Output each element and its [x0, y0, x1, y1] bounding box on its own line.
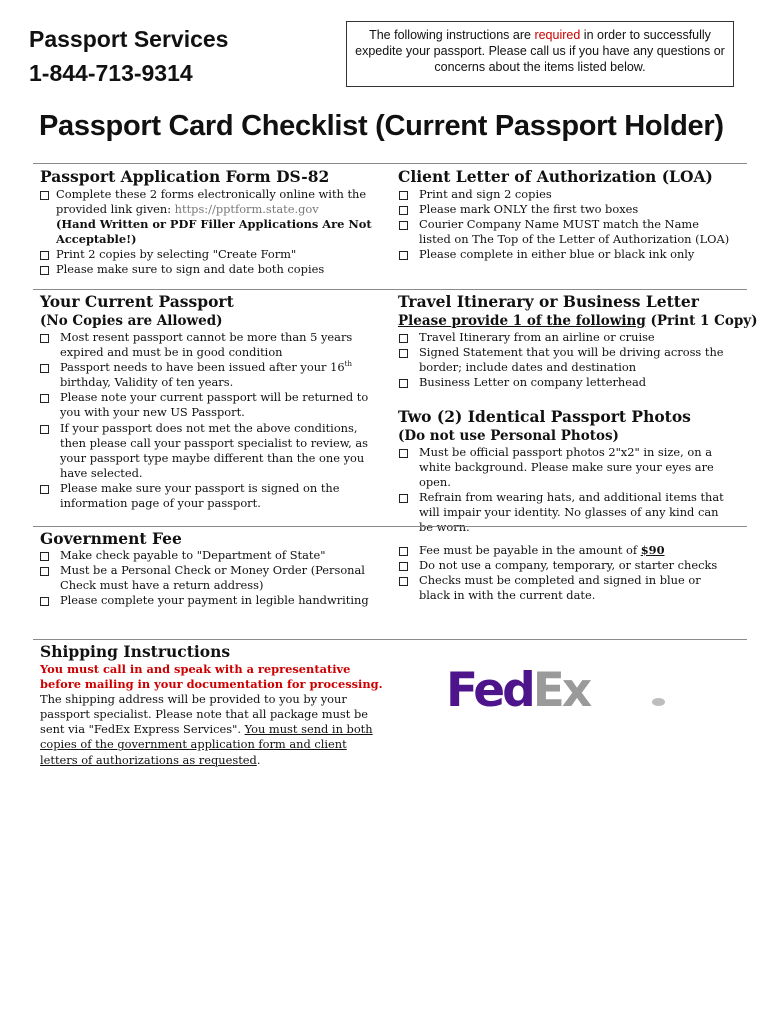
gov-fee-item: Make check payable to "Department of State" [38, 548, 383, 563]
photos-item: Must be official passport photos 2"x2" in size, on a white background. Please make sure your eyes are open. [397, 445, 732, 490]
checkbox-icon [399, 379, 408, 388]
checkbox-icon [40, 394, 49, 403]
notice-text-end: in order to successfully expedite your passport. Please call us if you have any questions or concerns about the items listed below. [355, 28, 725, 74]
gov-fee-item: Do not use a company, temporary, or starter checks [397, 558, 732, 573]
ds82-note: (Hand Written or PDF Filler Applications Are Not Acceptable!) [56, 217, 372, 247]
loa-list [397, 187, 732, 262]
ds82-heading: Passport Application Form DS-82 [40, 167, 330, 186]
current-passport-heading: Your Current Passport [40, 292, 234, 311]
checkbox-icon [399, 221, 408, 230]
checkbox-icon [399, 251, 408, 260]
fee-amount: $90 [640, 543, 665, 557]
registered-mark-icon [652, 698, 665, 706]
itinerary-list [397, 330, 732, 390]
section-divider [33, 163, 747, 164]
page-title: Passport Card Checklist (Current Passport Holder) [39, 110, 724, 142]
company-name: Passport Services [29, 26, 229, 52]
itinerary-item: Travel Itinerary from an airline or cruise [397, 330, 732, 345]
loa-item: Please mark ONLY the first two boxes [397, 202, 732, 217]
section-divider [33, 639, 747, 640]
photos-subheading: (Do not use Personal Photos) [398, 428, 619, 444]
loa-item: Courier Company Name MUST match the Name listed on The Top of the Letter of Authorization (LOA) [397, 217, 732, 247]
current-passport-subheading: (No Copies are Allowed) [40, 313, 223, 329]
checkbox-icon [40, 266, 49, 275]
checkbox-icon [399, 494, 408, 503]
loa-heading: Client Letter of Authorization (LOA) [398, 167, 713, 186]
current-passport-list [38, 330, 376, 511]
checkbox-icon [40, 567, 49, 576]
photos-list [397, 445, 732, 536]
fedex-logo-ex: Ex [532, 663, 590, 718]
checkbox-icon [399, 562, 408, 571]
section-divider [33, 289, 747, 290]
itinerary-item: Business Letter on company letterhead [397, 375, 732, 390]
gov-fee-item: Checks must be completed and signed in blue or black in with the current date. [397, 573, 732, 603]
gov-fee-item: Must be a Personal Check or Money Order (Personal Check must have a return address) [38, 563, 383, 593]
current-passport-item: Please note your current passport will be returned to you with your new US Passport. [38, 390, 376, 420]
checkbox-icon [399, 206, 408, 215]
current-passport-item: If your passport does not met the above conditions, then please call your passport specialist to review, as your passport type maybe different than the one you have selected. [38, 421, 376, 481]
gov-fee-left-list [38, 548, 383, 608]
shipping-instructions: You must call in and speak with a representative before mailing in your documentation for processing. The shipping address will be provided to you by your passport specialist. Please note that all package must be sent via "FedEx Express Services". You must send in both copies of the government application form and client letters of authorizations as requested. [40, 662, 383, 767]
checkbox-icon [40, 597, 49, 606]
gov-fee-right-list [397, 543, 732, 603]
gov-fee-item: Fee must be payable in the amount of $90 [397, 543, 732, 558]
checkbox-icon [399, 547, 408, 556]
shipping-warning: You must call in and speak with a representative before mailing in your documentation for processing. [40, 662, 383, 692]
gov-fee-item: Please complete your payment in legible handwriting [38, 593, 383, 608]
ds82-list [38, 187, 373, 278]
itinerary-item: Signed Statement that you will be driving across the border; include dates and destination [397, 345, 732, 375]
shipping-requirement: You must send in both copies of the government application form and client letters of authorizations as requested [40, 722, 373, 767]
checkbox-icon [399, 191, 408, 200]
company-phone: 1-844-713-9314 [29, 60, 193, 86]
loa-item: Please complete in either blue or black ink only [397, 247, 732, 262]
required-notice-box [346, 21, 734, 87]
checkbox-icon [40, 334, 49, 343]
ds82-item: Complete these 2 forms electronically online with the provided link given: https://pptform.state.gov (Hand Written or PDF Filler Applications Are Not Acceptable!) [38, 187, 373, 247]
checkbox-icon [40, 191, 49, 200]
checkbox-icon [399, 577, 408, 586]
current-passport-item: Most resent passport cannot be more than 5 years expired and must be in good condition [38, 330, 376, 360]
checkbox-icon [40, 552, 49, 561]
checkbox-icon [40, 485, 49, 494]
current-passport-item: Passport needs to have been issued after your 16th birthday, Validity of ten years. [38, 360, 376, 390]
checkbox-icon [40, 425, 49, 434]
section-divider [33, 526, 747, 527]
photos-heading: Two (2) Identical Passport Photos [398, 407, 691, 426]
gov-fee-heading: Government Fee [40, 529, 182, 548]
notice-text-start: The following instructions are [369, 28, 535, 42]
photos-item: Refrain from wearing hats, and additional items that will impair your identity. No glasses of any kind can be worn. [397, 490, 732, 535]
ds82-item: Please make sure to sign and date both copies [38, 262, 373, 277]
fedex-logo-fed: Fed [446, 663, 533, 718]
itinerary-subheading: Please provide 1 of the following (Print 1 Copy) [398, 313, 758, 329]
current-passport-item: Please make sure your passport is signed on the information page of your passport. [38, 481, 376, 511]
pptform-link[interactable]: https://pptform.state.gov [174, 202, 319, 217]
notice-required-word: required [534, 28, 581, 42]
fedex-logo [446, 663, 590, 718]
checkbox-icon [399, 334, 408, 343]
checkbox-icon [40, 251, 49, 260]
checkbox-icon [399, 349, 408, 358]
shipping-heading: Shipping Instructions [40, 642, 231, 661]
itinerary-heading: Travel Itinerary or Business Letter [398, 292, 699, 311]
ds82-item: Print 2 copies by selecting "Create Form" [38, 247, 373, 262]
checkbox-icon [399, 449, 408, 458]
loa-item: Print and sign 2 copies [397, 187, 732, 202]
checkbox-icon [40, 364, 49, 373]
